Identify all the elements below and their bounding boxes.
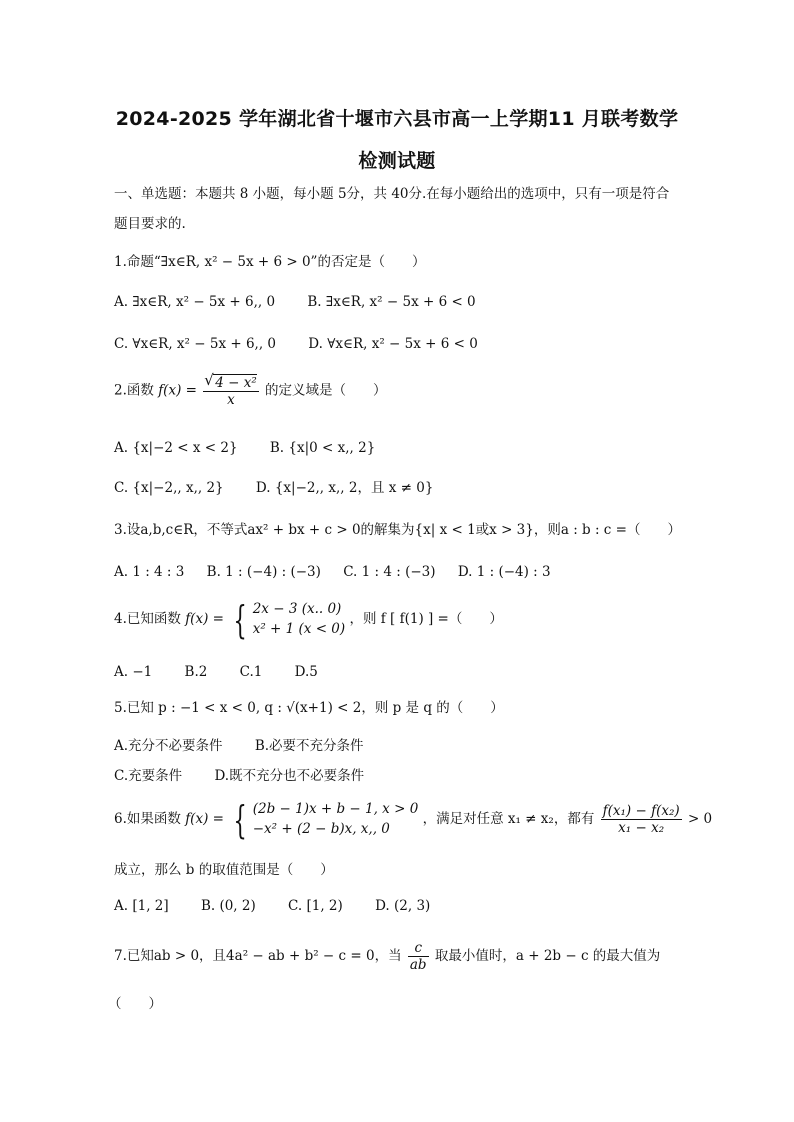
q3-option-a: A. 1 : 4 : 3 (114, 564, 185, 580)
q7-stem-line2: （ ） (108, 996, 162, 1012)
q3-option-b: B. 1 : (−4) : (−3) (206, 564, 321, 580)
q4-stem: 4.已知函数 f(x) = { 2x − 3 (x.. 0) x² + 1 (x < 0) ，则 f [ f(1) ] =（ ） (114, 597, 503, 642)
q5-stem: 5.已知 p : −1 < x < 0, q : √(x+1) < 2，则 p 是 q 的（ ） (114, 700, 504, 716)
q4-option-d: D.5 (294, 664, 318, 680)
q2-prefix: 2.函数 (114, 382, 154, 399)
q4-suffix: ，则 f [ f(1) ] =（ ） (349, 611, 503, 628)
q6-function: f(x) = (185, 811, 224, 828)
q4-case2: x² + 1 (x < 0) (252, 620, 346, 637)
page-title-line1: 2024-2025 学年湖北省十堰市六县市高一上学期11 月联考数学 (115, 108, 679, 130)
q3-option-d: D. 1 : (−4) : 3 (457, 564, 551, 580)
q6-denominator: x₁ − x₂ (618, 820, 665, 837)
q6-prefix: 6.如果函数 (114, 811, 181, 828)
q6-options (114, 898, 430, 914)
q2-options-ab (114, 440, 375, 456)
q6-option-d: D. (2, 3) (375, 898, 431, 914)
q7-prefix: 7.已知ab > 0，且4a² − ab + b² − c = 0，当 (114, 948, 402, 965)
q6-option-a: A. [1, 2] (114, 898, 169, 914)
q4-prefix: 4.已知函数 (114, 611, 181, 628)
q3-option-c: C. 1 : 4 : (−3) (343, 564, 436, 580)
q1-stem: 1.命题“∃x∈R, x² − 5x + 6 > 0”的否定是（ ） (114, 254, 426, 270)
q3-stem: 3.设a,b,c∈R，不等式ax² + bx + c > 0的解集为{x| x < 1或x > 3}，则a : b : c =（ ） (114, 522, 681, 538)
q4-cases (253, 600, 345, 639)
q4-option-c: C.1 (239, 664, 263, 680)
q5-option-b: B.必要不充分条件 (254, 738, 364, 754)
q7-denominator: ab (409, 957, 427, 974)
q5-option-c: C.充要条件 (114, 768, 183, 784)
q6-option-b: B. (0, 2) (200, 898, 256, 914)
q5-options-cd (114, 768, 364, 784)
q6-stem: 6.如果函数 f(x) = { (2b − 1)x + b − 1, x > 0 −x² + (2 − b)x, x,, 0 ，满足对任意 x₁ ≠ x₂，都有 $\frac{\text{f(x₁) − f(x₂)}}{\text{x₁ − x₂}}$ > 0 (114, 797, 713, 842)
q6-option-c: C. [1, 2) (288, 898, 343, 914)
q2-options-cd (114, 480, 433, 496)
q2-option-c: C. {x|−2,, x,, 2} (114, 480, 224, 496)
q4-case1: 2x − 3 (x.. 0) (252, 601, 342, 617)
q6-stem-line2: 成立，那么 b 的取值范围是（ ） (114, 862, 334, 878)
q1-options-cd (114, 336, 478, 352)
q4-function: f(x) = (185, 611, 224, 628)
q2-numerator: √ 4 − x² (213, 374, 257, 391)
section-instructions-line2: 题目要求的. (114, 216, 186, 232)
q2-stem (114, 374, 387, 408)
page-title-line2: 检测试题 (358, 150, 436, 172)
q2-suffix: 的定义域是（ ） (265, 382, 387, 399)
q4-option-a: A. −1 (114, 664, 153, 680)
q6-cases (253, 800, 419, 839)
q1-option-b: B. ∃x∈R, x² − 5x + 6 < 0 (307, 294, 476, 310)
q6-case2: −x² + (2 − b)x, x,, 0 (252, 820, 390, 837)
q3-options (114, 564, 551, 580)
q5-options-ab (114, 738, 364, 754)
q7-numerator: c (408, 940, 429, 957)
q7-fraction (408, 940, 429, 973)
q2-denominator: x (227, 392, 235, 409)
q6-numerator: f(x₁) − f(x₂) (602, 802, 680, 819)
q2-function: f(x) = (158, 382, 197, 399)
q7-stem (114, 940, 660, 973)
q1-option-c: C. ∀x∈R, x² − 5x + 6,, 0 (114, 336, 276, 352)
q2-option-a: A. {x|−2 < x < 2} (114, 440, 238, 456)
q4-option-b: B.2 (184, 664, 208, 680)
q1-options-ab (114, 294, 476, 310)
q1-option-d: D. ∀x∈R, x² − 5x + 6 < 0 (308, 336, 478, 352)
q6-fraction (601, 803, 682, 836)
q6-tail: > 0 (687, 811, 713, 828)
q4-options (114, 664, 318, 680)
q7-suffix: 取最小值时，a + 2b − c 的最大值为 (434, 948, 661, 965)
q1-option-a: A. ∃x∈R, x² − 5x + 6,, 0 (114, 294, 276, 310)
q2-option-d: D. {x|−2,, x,, 2，且 x ≠ 0} (255, 480, 434, 496)
q2-option-b: B. {x|0 < x,, 2} (269, 440, 376, 456)
q6-mid: ，满足对任意 x₁ ≠ x₂，都有 (422, 811, 595, 828)
q6-case1: (2b − 1)x + b − 1, x > 0 (252, 801, 419, 817)
q5-option-d: D.既不充分也不必要条件 (214, 768, 365, 784)
q2-fraction (203, 374, 259, 408)
section-instructions-line1: 一、单选题：本题共 8 小题，每小题 5分，共 40分.在每小题给出的选项中，只有一项是符合 (114, 186, 670, 202)
q5-option-a: A.充分不必要条件 (114, 738, 223, 754)
